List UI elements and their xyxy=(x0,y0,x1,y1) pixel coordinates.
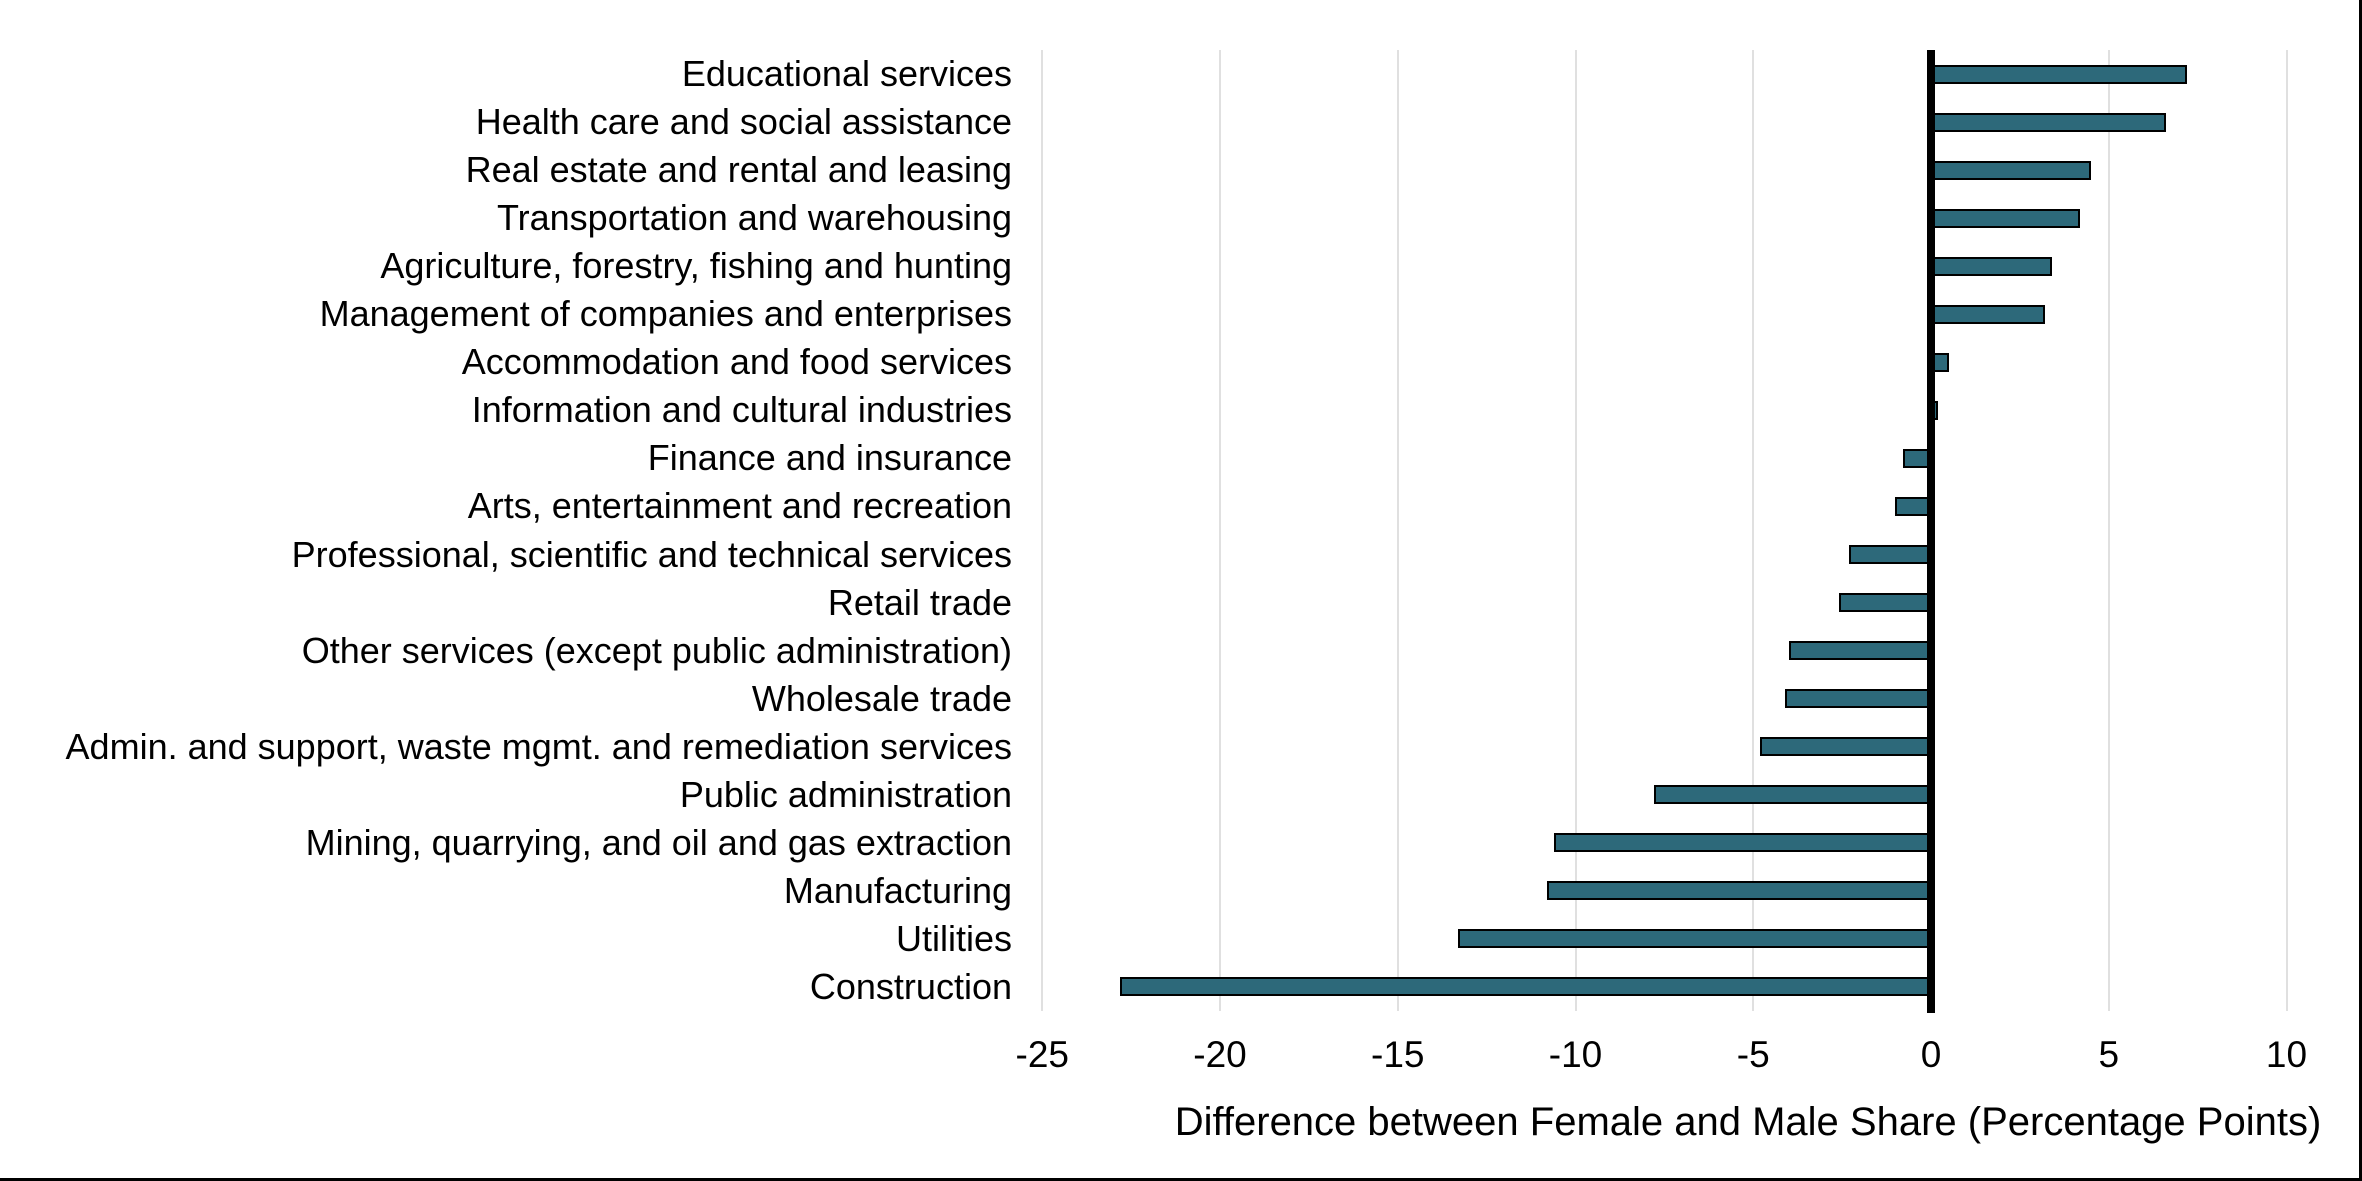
x-gridline xyxy=(2108,50,2110,1011)
bar xyxy=(1120,977,1931,996)
category-label: Information and cultural industries xyxy=(471,389,1012,431)
category-label: Transportation and warehousing xyxy=(497,197,1012,239)
bar xyxy=(1554,833,1931,852)
category-label: Arts, entertainment and recreation xyxy=(467,485,1012,527)
x-tick-label: -15 xyxy=(1371,1034,1425,1075)
x-tick-label: 10 xyxy=(2265,1034,2308,1075)
x-tick-label: 5 xyxy=(2098,1034,2120,1075)
x-tick-label: -10 xyxy=(1548,1034,1603,1075)
category-label: Accommodation and food services xyxy=(461,341,1012,383)
category-label: Mining, quarrying, and oil and gas extraction xyxy=(305,821,1012,863)
category-label: Retail trade xyxy=(827,581,1012,623)
bar xyxy=(1931,113,2166,132)
x-gridline xyxy=(1397,50,1399,1011)
bar xyxy=(1931,161,2091,180)
x-gridline xyxy=(1041,50,1043,1011)
bar xyxy=(1785,689,1931,708)
bar xyxy=(1458,929,1931,948)
bar xyxy=(1849,545,1931,564)
category-label: Construction xyxy=(809,965,1012,1007)
bar xyxy=(1760,737,1931,756)
bar xyxy=(1931,257,2052,276)
category-label: Health care and social assistance xyxy=(475,101,1012,143)
x-gridline xyxy=(1752,50,1754,1011)
x-tick-label: 0 xyxy=(1920,1034,1942,1075)
x-tick-label: -5 xyxy=(1736,1034,1770,1075)
zero-axis-line xyxy=(1927,50,1935,1013)
category-label: Management of companies and enterprises xyxy=(319,293,1012,335)
category-label: Agriculture, forestry, fishing and hunting xyxy=(380,245,1012,287)
category-label: Educational services xyxy=(681,53,1012,95)
category-label: Other services (except public administration) xyxy=(301,629,1012,671)
bar xyxy=(1654,785,1931,804)
x-tick-label: -25 xyxy=(1015,1034,1069,1075)
x-tick-label: -20 xyxy=(1193,1034,1247,1075)
category-label: Utilities xyxy=(895,917,1012,959)
x-gridline xyxy=(1575,50,1577,1011)
x-gridline xyxy=(1219,50,1221,1011)
category-label: Manufacturing xyxy=(783,869,1012,911)
category-label: Real estate and rental and leasing xyxy=(465,149,1012,191)
category-label: Professional, scientific and technical services xyxy=(291,533,1012,575)
bar xyxy=(1547,881,1931,900)
bar xyxy=(1931,305,2045,324)
category-label: Finance and insurance xyxy=(647,437,1012,479)
x-gridline xyxy=(2286,50,2288,1011)
bar xyxy=(1931,65,2187,84)
bar xyxy=(1839,593,1931,612)
category-label: Admin. and support, waste mgmt. and remediation services xyxy=(65,725,1012,767)
bar xyxy=(1789,641,1931,660)
category-label: Public administration xyxy=(679,773,1012,815)
x-axis-title: Difference between Female and Male Share (Percentage Points) xyxy=(1174,1100,2322,1144)
category-label: Wholesale trade xyxy=(751,677,1012,719)
bar xyxy=(1931,209,2080,228)
bar xyxy=(1895,497,1931,516)
